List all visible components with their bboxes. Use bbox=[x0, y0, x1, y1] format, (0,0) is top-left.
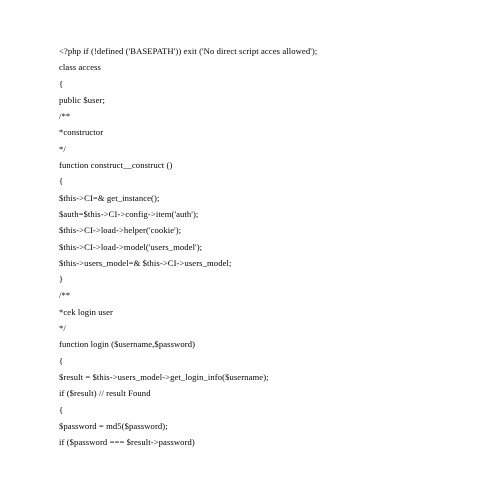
code-line: /** bbox=[59, 290, 71, 301]
code-line: $this->CI->load->helper('cookie'); bbox=[59, 225, 182, 236]
code-line: $this->CI=& get_instance(); bbox=[59, 192, 160, 203]
code-line: function construct__construct () bbox=[59, 160, 173, 171]
code-line: if ($password === $result->password) bbox=[59, 437, 195, 448]
code-line: $this->CI->load->model('users_model'); bbox=[59, 241, 203, 252]
code-line: { bbox=[59, 78, 64, 89]
code-line: *constructor bbox=[59, 127, 104, 138]
code-line: <?php if (!defined ('BASEPATH')) exit ('No direct script acces allowed'); bbox=[59, 46, 318, 56]
code-line: */ bbox=[59, 143, 66, 154]
code-line: function login ($username,$password) bbox=[59, 339, 196, 350]
code-listing bbox=[59, 43, 479, 450]
code-line: { bbox=[59, 355, 64, 366]
code-line: *cek login user bbox=[59, 306, 114, 317]
code-line: class access bbox=[59, 62, 101, 73]
code-line: } bbox=[59, 274, 64, 285]
code-line: { bbox=[59, 176, 64, 187]
code-line: public $user; bbox=[59, 94, 105, 105]
code-line: $auth=$this->CI->config->item('auth'); bbox=[59, 208, 199, 219]
code-line: $this->users_model=& $this->CI->users_model; bbox=[59, 257, 232, 268]
code-line: { bbox=[59, 404, 64, 415]
code-line: $password = md5($password); bbox=[59, 420, 168, 431]
code-line: /** bbox=[59, 111, 71, 122]
code-line: if ($result) // result Found bbox=[59, 388, 151, 399]
code-line: $result = $this->users_model->get_login_info($username); bbox=[59, 371, 269, 382]
code-line: */ bbox=[59, 323, 66, 334]
